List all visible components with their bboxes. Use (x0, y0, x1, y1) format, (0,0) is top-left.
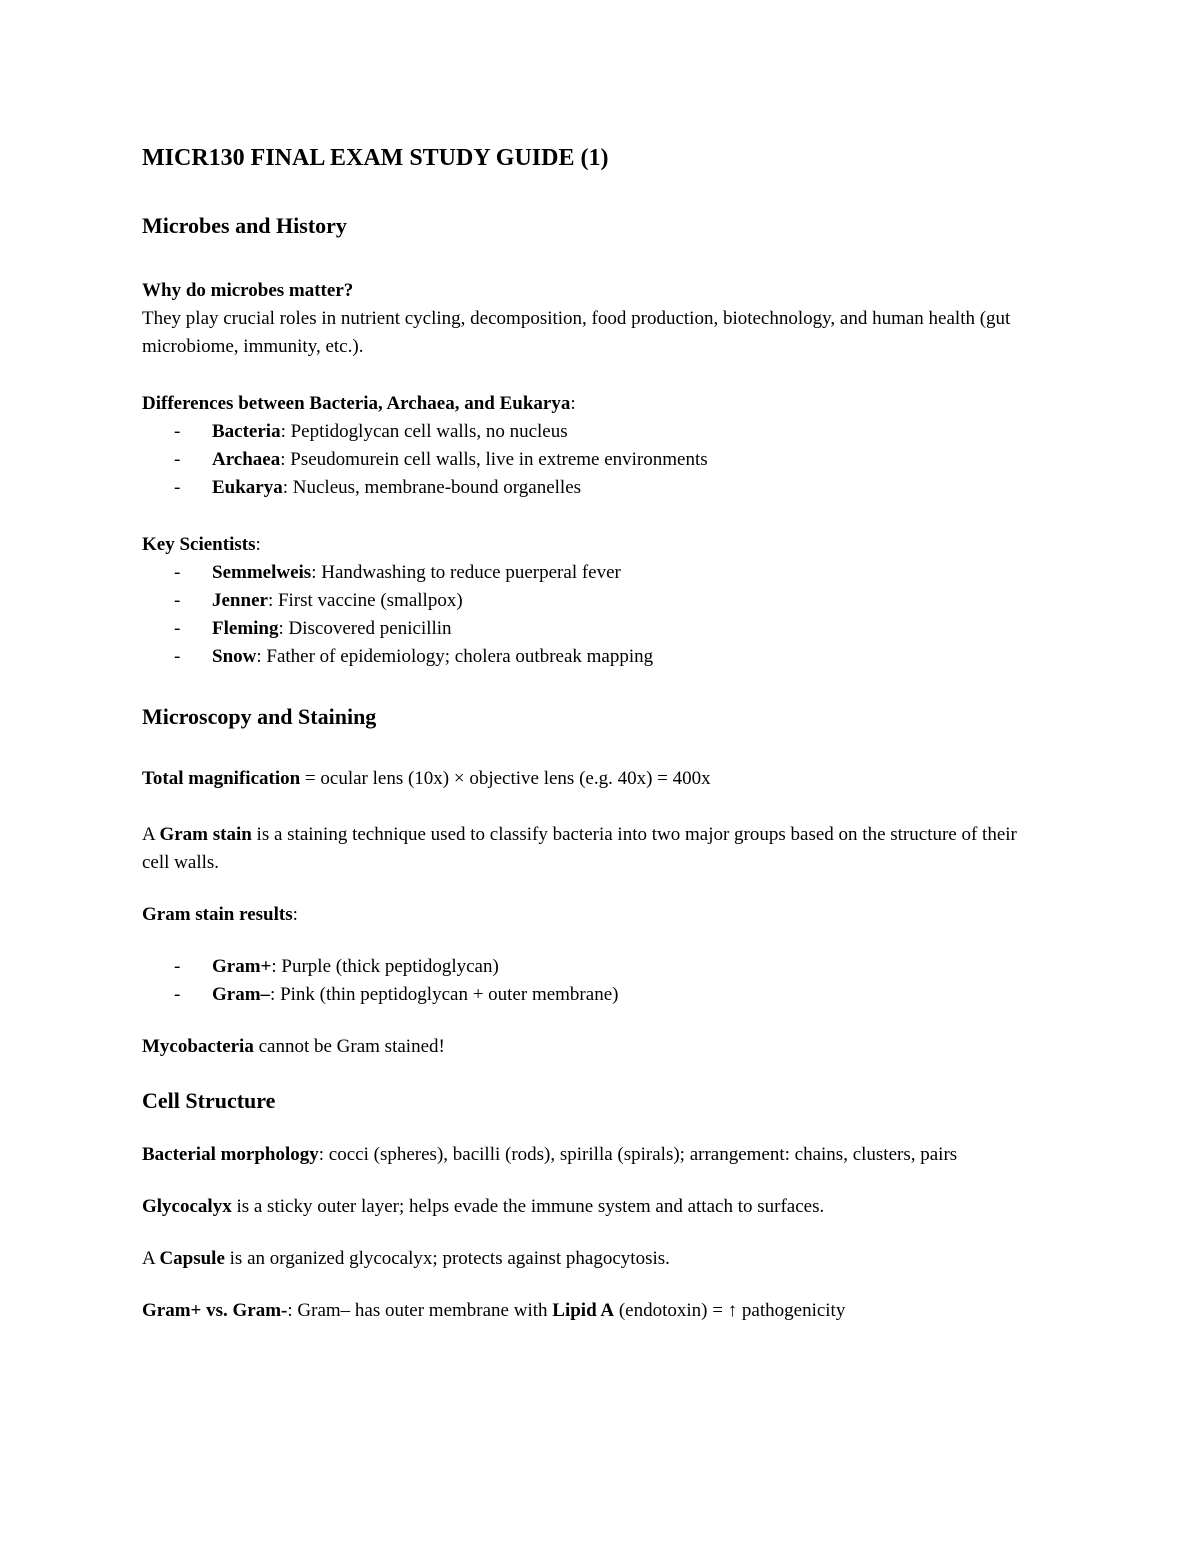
bacterial-morphology: Bacterial morphology: cocci (spheres), bacilli (rods), spirilla (spirals); arrangement: chains, clusters, pairs (142, 1144, 958, 1165)
list-item: - Bacteria: Peptidoglycan cell walls, no nucleus (174, 421, 568, 442)
section-heading-cell-structure: Cell Structure (142, 1088, 276, 1113)
section-heading-microbes-history: Microbes and History (142, 213, 347, 238)
scientists-list (142, 559, 1042, 671)
list-item: - Jenner: First vaccine (smallpox) (174, 590, 463, 611)
gram-results-list (142, 953, 1042, 1009)
document-page (142, 138, 1042, 1325)
list-item: - Eukarya: Nucleus, membrane-bound organelles (174, 477, 582, 498)
gram-stain-definition: A Gram stain is a staining technique used to classify bacteria into two major groups based on the structure of their cell walls. (142, 824, 1017, 873)
list-item: - Archaea: Pseudomurein cell walls, live in extreme environments (174, 449, 708, 470)
differences-label: Differences between Bacteria, Archaea, and Eukarya: (142, 393, 576, 414)
glycocalyx-note: Glycocalyx is a sticky outer layer; helps evade the immune system and attach to surfaces. (142, 1196, 825, 1217)
why-microbes-question: Why do microbes matter? (142, 280, 354, 301)
gram-stain-results-label: Gram stain results: (142, 904, 298, 925)
document-title: MICR130 FINAL EXAM STUDY GUIDE (1) (142, 145, 609, 171)
mycobacteria-note: Mycobacteria cannot be Gram stained! (142, 1036, 445, 1057)
capsule-note: A Capsule is an organized glycocalyx; protects against phagocytosis. (142, 1248, 670, 1269)
gram-compare-note: Gram+ vs. Gram-: Gram– has outer membrane with Lipid A (endotoxin) = ↑ pathogenicity (142, 1300, 846, 1321)
list-item: - Fleming: Discovered penicillin (174, 618, 452, 639)
magnification-line: Total magnification = ocular lens (10x) × objective lens (e.g. 40x) = 400x (142, 768, 711, 789)
key-scientists-label: Key Scientists: (142, 534, 261, 555)
domains-list (142, 418, 1042, 502)
list-item: - Gram+: Purple (thick peptidoglycan) (174, 956, 499, 977)
list-item: - Semmelweis: Handwashing to reduce puerperal fever (174, 562, 621, 583)
list-item: - Gram–: Pink (thin peptidoglycan + outer membrane) (174, 984, 619, 1005)
list-item: - Snow: Father of epidemiology; cholera outbreak mapping (174, 646, 654, 667)
section-heading-microscopy: Microscopy and Staining (142, 704, 377, 729)
why-microbes-answer: They play crucial roles in nutrient cycling, decomposition, food production, biotechnology, and human health (gut microbiome, immunity, etc.). (142, 308, 1011, 357)
